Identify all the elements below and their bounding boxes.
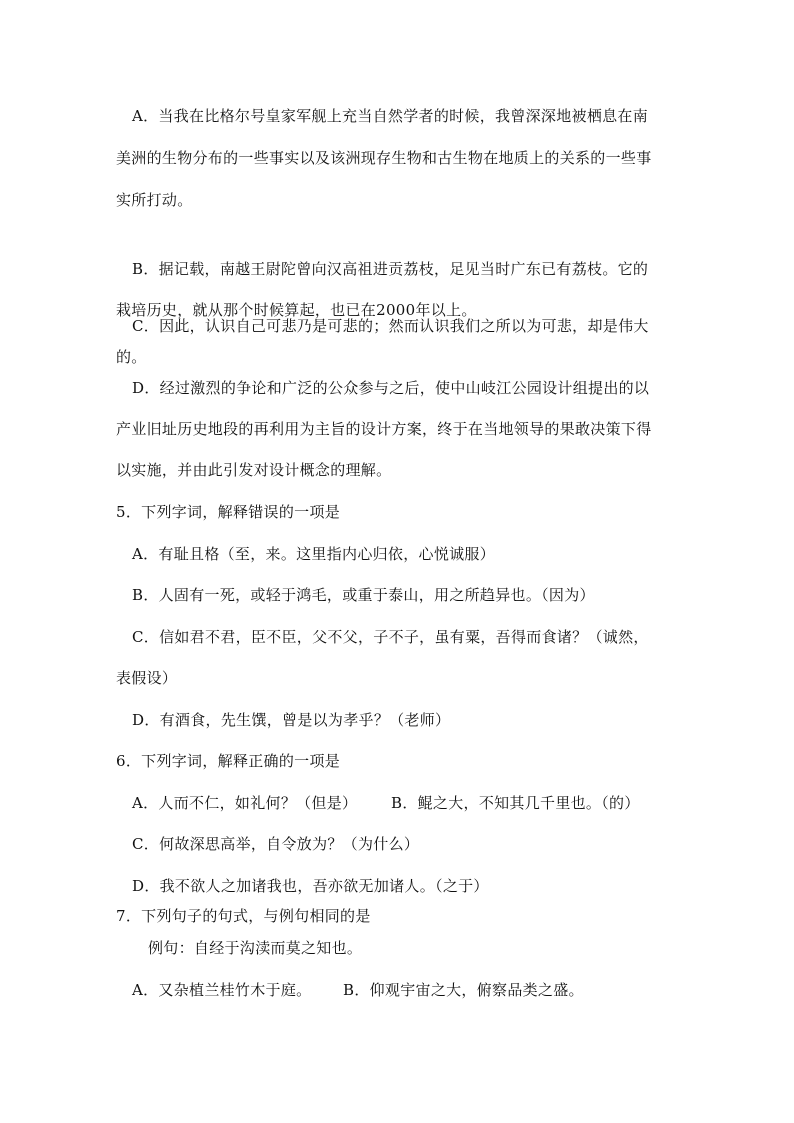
q6-option-b: B．鲲之大，不知其几千里也。（的） [391, 794, 640, 812]
option-a-line-2: 美洲的生物分布的一些事实以及该洲现存生物和古生物在地质上的关系的一些事 [116, 149, 652, 167]
q5-option-c-line-1: C．信如君不君，臣不臣，父不父，子不子，虽有粟，吾得而食诸？（诚然， [132, 628, 649, 646]
question-6-title: 6．下列字词，解释正确的一项是 [116, 752, 341, 770]
option-b-line-2: 栽培历史，就从那个时候算起，也已在2000年以上。 [116, 301, 477, 319]
option-d-line-1: D．经过激烈的争论和广泛的公众参与之后，使中山岐江公园设计组提出的以 [132, 379, 650, 397]
q5-option-d: D．有酒食，先生馔，曾是以为孝乎？（老师） [132, 711, 451, 729]
q7-option-b: B．仰观宇宙之大，俯察品类之盛。 [343, 981, 584, 999]
option-d-line-3: 以实施，并由此引发对设计概念的理解。 [116, 461, 392, 479]
q5-option-a: A．有耻且格（至，来。这里指内心归依，心悦诚服） [132, 545, 496, 563]
q6-option-d: D．我不欲人之加诸我也，吾亦欲无加诸人。（之于） [132, 877, 489, 895]
q6-option-c: C．何故深思高举，自令放为？（为什么） [132, 835, 420, 853]
q6-option-a: A．人而不仁，如礼何？（但是） [132, 794, 358, 812]
question-7-title: 7．下列句子的句式，与例句相同的是 [116, 907, 371, 925]
option-c-line-1: C．因此，认识自己可悲乃是可悲的；然而认识我们之所以为可悲，却是伟大 [132, 317, 649, 335]
option-d-line-2: 产业旧址历史地段的再利用为主旨的设计方案，终于在当地领导的果敢决策下得 [116, 420, 652, 438]
option-a-line-3: 实所打动。 [116, 191, 193, 209]
option-b-line-1: B．据记载，南越王尉陀曾向汉高祖进贡荔枝，足见当时广东已有荔枝。它的 [132, 260, 649, 278]
q7-example-sentence: 例句：自经于沟渎而莫之知也。 [148, 939, 363, 957]
option-c-line-2: 的。 [116, 348, 147, 366]
q5-option-b: B．人固有一死，或轻于鸿毛，或重于泰山，用之所趋异也。（因为） [132, 586, 595, 604]
q5-option-c-line-2: 表假设） [116, 669, 178, 687]
q7-option-a: A．又杂植兰桂竹木于庭。 [132, 981, 312, 999]
question-5-title: 5．下列字词，解释错误的一项是 [116, 503, 341, 521]
option-a-line-1: A．当我在比格尔号皇家军舰上充当自然学者的时候，我曾深深地被栖息在南 [132, 107, 649, 125]
